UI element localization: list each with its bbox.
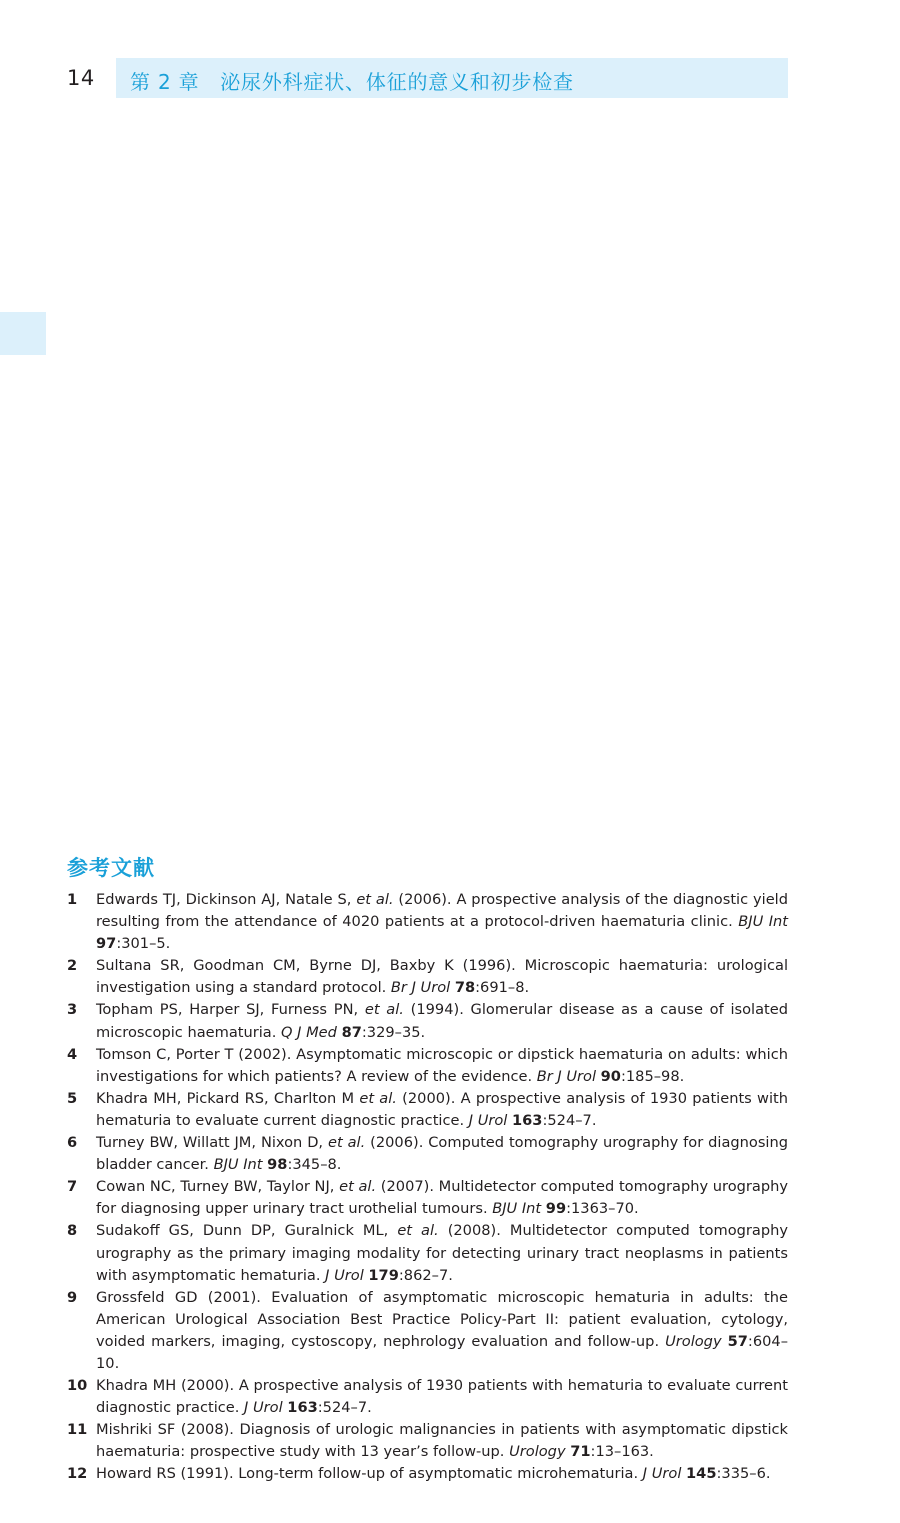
reference-text: Grossfeld GD (2001). Evaluation of asymptomatic microscopic hematuria in adults: the American Urological Association Best Practice Policy-Part II: patient evaluation, cytology, voided markers, imaging, cystoscopy, nephrology evaluation and follow-up. Urology 57:604–10. — [96, 1288, 788, 1372]
reference-number: 5 — [67, 1089, 78, 1107]
reference-item — [67, 1088, 788, 1132]
reference-item — [67, 1287, 788, 1375]
reference-number: 1 — [67, 891, 78, 908]
reference-number: 2 — [67, 957, 78, 975]
side-thumb-tab — [0, 312, 46, 355]
page-number: 14 — [67, 66, 95, 90]
reference-item — [67, 1375, 788, 1419]
reference-item — [67, 1463, 788, 1485]
reference-text: Edwards TJ, Dickinson AJ, Natale S, et al. (2006). A prospective analysis of the diagnostic yield resulting from the attendance of 4020 patients at a protocol-driven haematuria clinic. BJU Int 97:301–5. — [96, 891, 788, 953]
reference-text: Sultana SR, Goodman CM, Byrne DJ, Baxby K (1996). Microscopic haematuria: urological investigation using a standard protocol. Br J Urol 78:691–8. — [96, 957, 788, 997]
reference-item — [67, 955, 788, 999]
reference-item — [67, 1220, 788, 1286]
reference-text: Tomson C, Porter T (2002). Asymptomatic microscopic or dipstick haematuria on adults: which investigations for which patients? A review of the evidence. Br J Urol 90:185–98. — [96, 1045, 788, 1085]
reference-text: Topham PS, Harper SJ, Furness PN, et al. (1994). Glomerular disease as a cause of isolated microscopic haematuria. Q J Med 87:329–35. — [96, 1001, 788, 1041]
reference-item — [67, 1132, 788, 1176]
reference-number: 3 — [67, 1001, 78, 1019]
reference-number: 4 — [67, 1045, 78, 1063]
reference-number: 12 — [67, 1465, 88, 1483]
reference-item — [67, 1044, 788, 1088]
reference-text: Khadra MH, Pickard RS, Charlton M et al. (2000). A prospective analysis of 1930 patients with hematuria to evaluate current diagnostic practice. J Urol 163:524–7. — [96, 1089, 788, 1129]
chapter-title: 第 2 章 泌尿外科症状、体征的意义和初步检查 — [130, 70, 574, 94]
reference-number: 11 — [67, 1421, 88, 1439]
reference-item — [67, 999, 788, 1043]
reference-text: Mishriki SF (2008). Diagnosis of urologic malignancies in patients with asymptomatic dipstick haematuria: prospective study with 13 year’s follow-up. Urology 71:13–163. — [96, 1421, 788, 1461]
reference-text: Khadra MH (2000). A prospective analysis of 1930 patients with hematuria to evaluate current diagnostic practice. J Urol 163:524–7. — [96, 1377, 788, 1417]
reference-number: 9 — [67, 1288, 78, 1306]
reference-text: Cowan NC, Turney BW, Taylor NJ, et al. (2007). Multidetector computed tomography urography for diagnosing upper urinary tract urothelial tumours. BJU Int 99:1363–70. — [96, 1178, 788, 1218]
reference-item — [67, 1176, 788, 1220]
reference-number: 8 — [67, 1222, 78, 1240]
reference-number: 6 — [67, 1134, 78, 1152]
reference-number: 7 — [67, 1178, 78, 1196]
reference-text: Howard RS (1991). Long-term follow-up of asymptomatic microhematuria. J Urol 145:335–6. — [96, 1465, 771, 1483]
reference-number: 10 — [67, 1377, 88, 1395]
reference-text: Sudakoff GS, Dunn DP, Guralnick ML, et al. (2008). Multidetector computed tomography urography as the primary imaging modality for detecting urinary tract neoplasms in patients with asymptomatic hematuria. J Urol 179:862–7. — [96, 1222, 788, 1284]
references-heading: 参考文献 — [67, 856, 155, 880]
references-list — [67, 889, 788, 1486]
reference-item — [67, 1419, 788, 1463]
reference-item — [67, 889, 788, 955]
reference-text: Turney BW, Willatt JM, Nixon D, et al. (2006). Computed tomography urography for diagnosing bladder cancer. BJU Int 98:345–8. — [96, 1134, 788, 1174]
